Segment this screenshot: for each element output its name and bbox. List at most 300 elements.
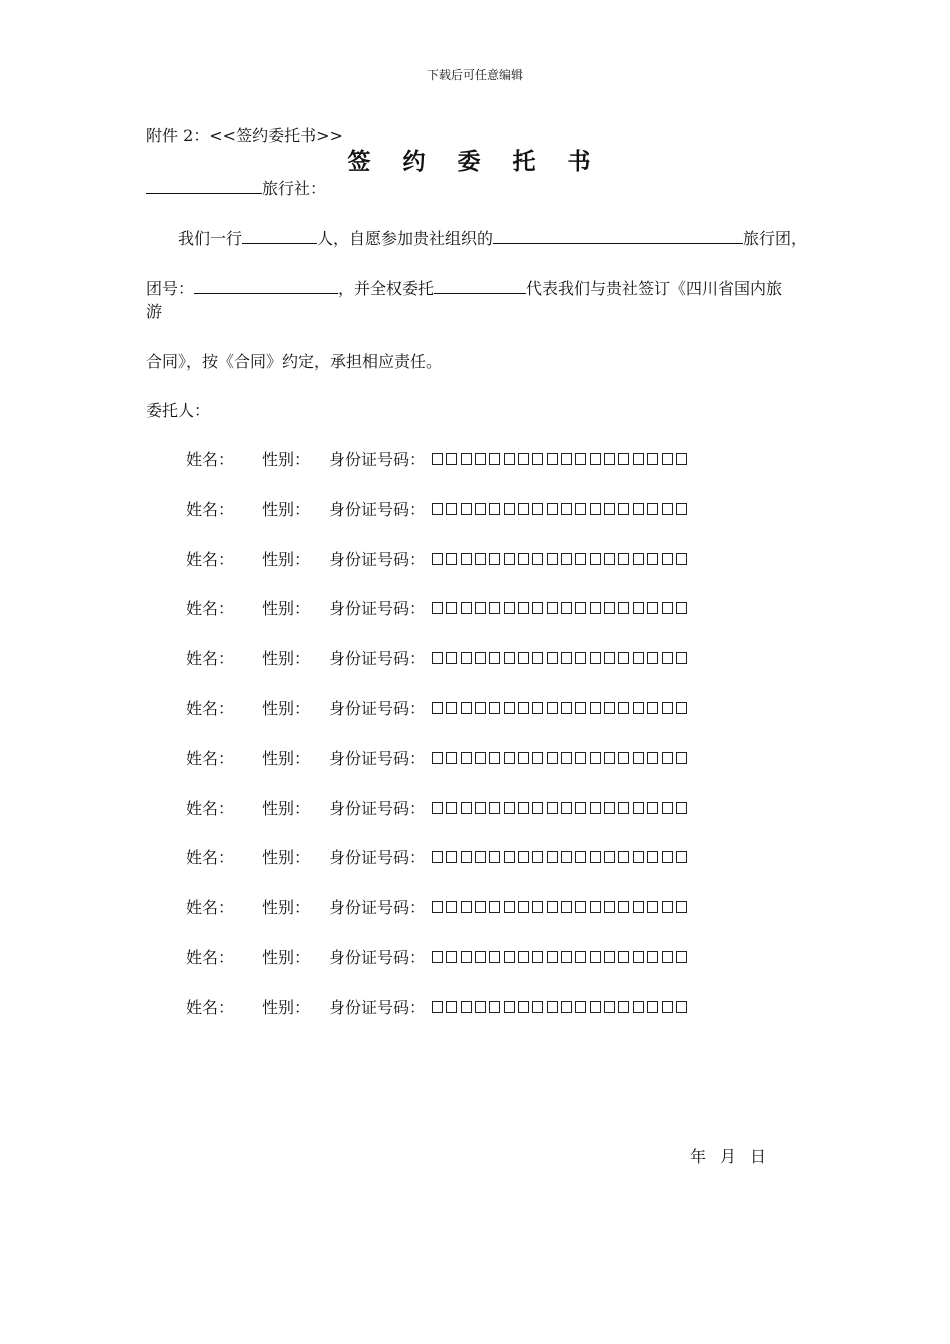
id-digit-box[interactable] [676, 453, 687, 465]
id-digit-box[interactable] [518, 652, 529, 664]
id-digit-box[interactable] [489, 503, 500, 515]
id-digit-box[interactable] [518, 503, 529, 515]
agency-line [146, 177, 326, 199]
id-digit-box[interactable] [475, 1001, 486, 1013]
delegator-row [186, 699, 806, 749]
sex-label: 性别： [262, 997, 311, 1017]
id-digit-box[interactable] [633, 802, 644, 814]
id-digit-box[interactable] [633, 652, 644, 664]
id-digit-box[interactable] [676, 951, 687, 963]
id-digit-box[interactable] [662, 602, 673, 614]
id-digit-box[interactable] [575, 802, 586, 814]
id-digit-box[interactable] [647, 901, 658, 913]
p1-text-2: 人，自愿参加贵社组织的 [317, 229, 494, 248]
id-digit-box[interactable] [618, 702, 629, 714]
id-digit-box[interactable] [662, 553, 673, 565]
id-digit-box[interactable] [532, 901, 543, 913]
id-digit-box[interactable] [590, 951, 601, 963]
id-number-boxes [432, 901, 687, 913]
delegator-list [186, 450, 806, 1048]
id-digit-box[interactable] [532, 702, 543, 714]
id-digit-box[interactable] [475, 503, 486, 515]
id-digit-box[interactable] [676, 652, 687, 664]
sex-label: 性别： [262, 698, 311, 718]
id-digit-box[interactable] [647, 602, 658, 614]
id-number-label: 身份证号码： [329, 599, 426, 619]
id-digit-box[interactable] [475, 702, 486, 714]
id-digit-box[interactable] [590, 503, 601, 515]
id-digit-box[interactable] [489, 602, 500, 614]
delegator-row [186, 550, 806, 600]
id-digit-box[interactable] [604, 1001, 615, 1013]
agency-name-blank[interactable] [146, 177, 262, 194]
people-count-blank[interactable] [242, 227, 317, 244]
name-label: 姓名： [186, 798, 235, 818]
id-number-boxes [432, 702, 687, 714]
id-digit-box[interactable] [432, 901, 443, 913]
id-digit-box[interactable] [461, 553, 472, 565]
id-digit-box[interactable] [475, 951, 486, 963]
id-digit-box[interactable] [604, 752, 615, 764]
id-digit-box[interactable] [461, 503, 472, 515]
id-digit-box[interactable] [461, 1001, 472, 1013]
id-digit-box[interactable] [532, 851, 543, 863]
id-digit-box[interactable] [518, 951, 529, 963]
id-digit-box[interactable] [561, 453, 572, 465]
id-digit-box[interactable] [575, 453, 586, 465]
id-digit-box[interactable] [590, 752, 601, 764]
id-digit-box[interactable] [489, 901, 500, 913]
id-digit-box[interactable] [518, 702, 529, 714]
id-digit-box[interactable] [475, 652, 486, 664]
delegator-row [186, 948, 806, 998]
date-year: 年 [690, 1147, 707, 1166]
id-digit-box[interactable] [504, 553, 515, 565]
id-digit-box[interactable] [446, 1001, 457, 1013]
date-month: 月 [720, 1147, 737, 1166]
id-digit-box[interactable] [633, 752, 644, 764]
id-digit-box[interactable] [518, 1001, 529, 1013]
sex-label: 性别： [262, 549, 311, 569]
id-digit-box[interactable] [432, 453, 443, 465]
sex-label: 性别： [262, 599, 311, 619]
id-digit-box[interactable] [590, 702, 601, 714]
id-digit-box[interactable] [504, 602, 515, 614]
id-digit-box[interactable] [446, 951, 457, 963]
id-number-label: 身份证号码： [329, 947, 426, 967]
id-digit-box[interactable] [504, 901, 515, 913]
id-digit-box[interactable] [461, 702, 472, 714]
id-digit-box[interactable] [475, 901, 486, 913]
id-digit-box[interactable] [633, 1001, 644, 1013]
sex-label: 性别： [262, 898, 311, 918]
id-number-label: 身份证号码： [329, 748, 426, 768]
id-digit-box[interactable] [504, 802, 515, 814]
id-digit-box[interactable] [504, 453, 515, 465]
id-digit-box[interactable] [446, 901, 457, 913]
id-digit-box[interactable] [633, 851, 644, 863]
id-digit-box[interactable] [561, 1001, 572, 1013]
id-digit-box[interactable] [590, 851, 601, 863]
id-digit-box[interactable] [618, 503, 629, 515]
id-digit-box[interactable] [489, 553, 500, 565]
group-number-blank[interactable] [194, 277, 338, 294]
id-digit-box[interactable] [547, 752, 558, 764]
id-digit-box[interactable] [633, 901, 644, 913]
id-digit-box[interactable] [561, 951, 572, 963]
id-number-label: 身份证号码： [329, 450, 426, 469]
date-day: 日 [750, 1147, 767, 1166]
id-digit-box[interactable] [662, 652, 673, 664]
id-digit-box[interactable] [475, 553, 486, 565]
id-digit-box[interactable] [532, 802, 543, 814]
id-number-boxes [432, 553, 687, 565]
id-digit-box[interactable] [676, 702, 687, 714]
id-digit-box[interactable] [532, 503, 543, 515]
name-label: 姓名： [186, 649, 235, 669]
id-digit-box[interactable] [590, 652, 601, 664]
id-digit-box[interactable] [647, 652, 658, 664]
id-digit-box[interactable] [547, 503, 558, 515]
id-digit-box[interactable] [575, 752, 586, 764]
id-digit-box[interactable] [676, 802, 687, 814]
id-number-boxes [432, 1001, 687, 1013]
id-digit-box[interactable] [518, 752, 529, 764]
id-digit-box[interactable] [547, 901, 558, 913]
id-digit-box[interactable] [575, 503, 586, 515]
id-digit-box[interactable] [532, 951, 543, 963]
id-digit-box[interactable] [446, 503, 457, 515]
id-number-label: 身份证号码： [329, 698, 426, 718]
id-digit-box[interactable] [561, 702, 572, 714]
id-digit-box[interactable] [604, 702, 615, 714]
id-digit-box[interactable] [590, 602, 601, 614]
id-digit-box[interactable] [561, 802, 572, 814]
id-number-boxes [432, 503, 687, 515]
id-number-boxes [432, 453, 687, 465]
name-label: 姓名： [186, 549, 235, 569]
id-digit-box[interactable] [446, 453, 457, 465]
name-label: 姓名： [186, 499, 235, 519]
name-label: 姓名： [186, 898, 235, 918]
id-digit-box[interactable] [461, 752, 472, 764]
id-digit-box[interactable] [647, 951, 658, 963]
name-label: 姓名： [186, 599, 235, 619]
id-digit-box[interactable] [432, 851, 443, 863]
id-digit-box[interactable] [518, 901, 529, 913]
id-digit-box[interactable] [547, 951, 558, 963]
id-number-label: 身份证号码： [329, 499, 426, 519]
id-digit-box[interactable] [575, 553, 586, 565]
id-digit-box[interactable] [633, 951, 644, 963]
name-label: 姓名： [186, 698, 235, 718]
delegator-row [186, 998, 806, 1048]
id-digit-box[interactable] [547, 802, 558, 814]
id-digit-box[interactable] [604, 851, 615, 863]
id-digit-box[interactable] [504, 1001, 515, 1013]
name-label: 姓名： [186, 848, 235, 868]
delegator-row [186, 799, 806, 849]
id-digit-box[interactable] [561, 652, 572, 664]
delegator-row [186, 649, 806, 699]
id-digit-box[interactable] [604, 453, 615, 465]
id-digit-box[interactable] [618, 851, 629, 863]
id-digit-box[interactable] [633, 602, 644, 614]
delegator-row [186, 450, 806, 500]
delegator-row [186, 500, 806, 550]
id-digit-box[interactable] [475, 453, 486, 465]
id-digit-box[interactable] [633, 503, 644, 515]
id-number-boxes [432, 602, 687, 614]
id-digit-box[interactable] [461, 802, 472, 814]
id-digit-box[interactable] [446, 652, 457, 664]
id-digit-box[interactable] [475, 851, 486, 863]
id-digit-box[interactable] [489, 951, 500, 963]
id-digit-box[interactable] [561, 851, 572, 863]
id-digit-box[interactable] [432, 652, 443, 664]
header-note: 下载后可任意编辑 [426, 68, 523, 82]
id-digit-box[interactable] [489, 752, 500, 764]
id-digit-box[interactable] [561, 901, 572, 913]
delegator-row [186, 898, 806, 948]
id-digit-box[interactable] [618, 1001, 629, 1013]
id-digit-box[interactable] [676, 553, 687, 565]
id-number-boxes [432, 802, 687, 814]
id-digit-box[interactable] [461, 851, 472, 863]
paragraph-3: 合同》，按《合同》约定，承担相应责任。 [146, 352, 443, 371]
id-number-boxes [432, 652, 687, 664]
id-digit-box[interactable] [504, 951, 515, 963]
id-digit-box[interactable] [647, 1001, 658, 1013]
document-title: 签 约 委 托 书 [347, 149, 603, 175]
id-digit-box[interactable] [561, 503, 572, 515]
id-digit-box[interactable] [489, 652, 500, 664]
id-digit-box[interactable] [489, 1001, 500, 1013]
id-digit-box[interactable] [633, 453, 644, 465]
id-digit-box[interactable] [475, 802, 486, 814]
id-digit-box[interactable] [446, 802, 457, 814]
id-digit-box[interactable] [676, 851, 687, 863]
id-number-label: 身份证号码： [329, 997, 426, 1017]
id-digit-box[interactable] [504, 652, 515, 664]
id-number-label: 身份证号码： [329, 549, 426, 569]
id-digit-box[interactable] [618, 602, 629, 614]
id-digit-box[interactable] [676, 1001, 687, 1013]
id-digit-box[interactable] [504, 851, 515, 863]
id-digit-box[interactable] [489, 702, 500, 714]
id-digit-box[interactable] [676, 503, 687, 515]
id-digit-box[interactable] [662, 1001, 673, 1013]
id-digit-box[interactable] [604, 503, 615, 515]
id-digit-box[interactable] [575, 851, 586, 863]
name-label: 姓名： [186, 947, 235, 967]
id-digit-box[interactable] [618, 951, 629, 963]
agency-suffix: 旅行社： [262, 179, 327, 198]
date-line [690, 1147, 780, 1167]
id-digit-box[interactable] [547, 702, 558, 714]
id-digit-box[interactable] [618, 802, 629, 814]
id-digit-box[interactable] [532, 1001, 543, 1013]
id-digit-box[interactable] [604, 652, 615, 664]
id-digit-box[interactable] [676, 602, 687, 614]
id-digit-box[interactable] [647, 553, 658, 565]
delegator-label: 委托人： [146, 401, 211, 420]
id-digit-box[interactable] [647, 453, 658, 465]
id-digit-box[interactable] [461, 453, 472, 465]
id-digit-box[interactable] [575, 702, 586, 714]
p1-text-1: 我们一行 [178, 229, 243, 248]
id-digit-box[interactable] [662, 851, 673, 863]
paragraph-1 [178, 227, 807, 249]
id-digit-box[interactable] [547, 602, 558, 614]
id-digit-box[interactable] [662, 702, 673, 714]
sex-label: 性别： [262, 649, 311, 669]
id-digit-box[interactable] [446, 602, 457, 614]
id-digit-box[interactable] [432, 503, 443, 515]
sex-label: 性别： [262, 798, 311, 818]
id-digit-box[interactable] [518, 851, 529, 863]
id-digit-box[interactable] [547, 453, 558, 465]
id-number-label: 身份证号码： [329, 649, 426, 669]
id-digit-box[interactable] [575, 1001, 586, 1013]
id-digit-box[interactable] [532, 553, 543, 565]
id-digit-box[interactable] [618, 453, 629, 465]
id-digit-box[interactable] [547, 652, 558, 664]
id-digit-box[interactable] [475, 752, 486, 764]
id-digit-box[interactable] [504, 702, 515, 714]
id-digit-box[interactable] [590, 553, 601, 565]
id-digit-box[interactable] [446, 702, 457, 714]
sex-label: 性别： [262, 748, 311, 768]
id-digit-box[interactable] [432, 702, 443, 714]
p2-text-2: ，并全权委托 [338, 279, 435, 298]
id-digit-box[interactable] [575, 901, 586, 913]
sex-label: 性别： [262, 947, 311, 967]
delegator-row [186, 599, 806, 649]
id-digit-box[interactable] [604, 553, 615, 565]
id-digit-box[interactable] [518, 553, 529, 565]
id-digit-box[interactable] [532, 453, 543, 465]
id-digit-box[interactable] [575, 652, 586, 664]
id-digit-box[interactable] [547, 851, 558, 863]
id-digit-box[interactable] [489, 851, 500, 863]
p2-text-1: 团号： [146, 279, 195, 298]
p1-text-3: 旅行团， [743, 229, 808, 248]
id-digit-box[interactable] [561, 602, 572, 614]
id-digit-box[interactable] [575, 951, 586, 963]
id-digit-box[interactable] [532, 652, 543, 664]
id-digit-box[interactable] [618, 752, 629, 764]
id-digit-box[interactable] [604, 802, 615, 814]
name-label: 姓名： [186, 748, 235, 768]
id-digit-box[interactable] [547, 553, 558, 565]
id-digit-box[interactable] [604, 951, 615, 963]
id-digit-box[interactable] [618, 553, 629, 565]
id-digit-box[interactable] [432, 951, 443, 963]
id-number-label: 身份证号码： [329, 798, 426, 818]
id-digit-box[interactable] [504, 752, 515, 764]
delegator-row [186, 848, 806, 898]
id-digit-box[interactable] [662, 453, 673, 465]
id-digit-box[interactable] [446, 553, 457, 565]
id-digit-box[interactable] [590, 901, 601, 913]
id-digit-box[interactable] [432, 1001, 443, 1013]
id-digit-box[interactable] [662, 802, 673, 814]
id-digit-box[interactable] [662, 951, 673, 963]
name-label: 姓名： [186, 997, 235, 1017]
id-digit-box[interactable] [647, 702, 658, 714]
id-digit-box[interactable] [504, 503, 515, 515]
name-label: 姓名： [186, 450, 235, 469]
id-digit-box[interactable] [461, 652, 472, 664]
id-digit-box[interactable] [590, 453, 601, 465]
id-digit-box[interactable] [489, 802, 500, 814]
id-digit-box[interactable] [633, 553, 644, 565]
id-digit-box[interactable] [647, 752, 658, 764]
id-digit-box[interactable] [532, 752, 543, 764]
tour-group-blank[interactable] [493, 227, 743, 244]
paragraph-2 [146, 277, 782, 299]
id-digit-box[interactable] [518, 802, 529, 814]
id-digit-box[interactable] [446, 851, 457, 863]
id-digit-box[interactable] [461, 901, 472, 913]
id-number-label: 身份证号码： [329, 848, 426, 868]
id-digit-box[interactable] [662, 752, 673, 764]
sex-label: 性别： [262, 499, 311, 519]
id-digit-box[interactable] [647, 802, 658, 814]
id-digit-box[interactable] [662, 901, 673, 913]
id-digit-box[interactable] [461, 602, 472, 614]
id-digit-box[interactable] [676, 901, 687, 913]
attachment-label: 附件 2：<<签约委托书>> [146, 126, 343, 145]
id-digit-box[interactable] [647, 851, 658, 863]
id-digit-box[interactable] [575, 602, 586, 614]
id-number-boxes [432, 851, 687, 863]
id-digit-box[interactable] [561, 752, 572, 764]
id-digit-box[interactable] [532, 602, 543, 614]
id-digit-box[interactable] [475, 602, 486, 614]
sex-label: 性别： [262, 848, 311, 868]
id-digit-box[interactable] [432, 602, 443, 614]
id-digit-box[interactable] [446, 752, 457, 764]
id-digit-box[interactable] [604, 602, 615, 614]
id-digit-box[interactable] [489, 453, 500, 465]
id-digit-box[interactable] [432, 553, 443, 565]
id-digit-box[interactable] [662, 503, 673, 515]
sex-label: 性别： [262, 450, 311, 469]
paragraph-2-wrap: 游 [146, 302, 163, 321]
id-digit-box[interactable] [676, 752, 687, 764]
id-digit-box[interactable] [618, 901, 629, 913]
id-digit-box[interactable] [590, 1001, 601, 1013]
id-digit-box[interactable] [618, 652, 629, 664]
id-digit-box[interactable] [604, 901, 615, 913]
id-digit-box[interactable] [432, 752, 443, 764]
id-digit-box[interactable] [590, 802, 601, 814]
representative-blank[interactable] [434, 277, 526, 294]
id-digit-box[interactable] [518, 453, 529, 465]
id-digit-box[interactable] [461, 951, 472, 963]
delegator-row [186, 749, 806, 799]
id-number-boxes [432, 752, 687, 764]
id-digit-box[interactable] [547, 1001, 558, 1013]
id-digit-box[interactable] [633, 702, 644, 714]
id-digit-box[interactable] [518, 602, 529, 614]
id-digit-box[interactable] [647, 503, 658, 515]
id-digit-box[interactable] [561, 553, 572, 565]
p2-text-3: 代表我们与贵社签订《四川省国内旅 [526, 279, 783, 298]
id-digit-box[interactable] [432, 802, 443, 814]
